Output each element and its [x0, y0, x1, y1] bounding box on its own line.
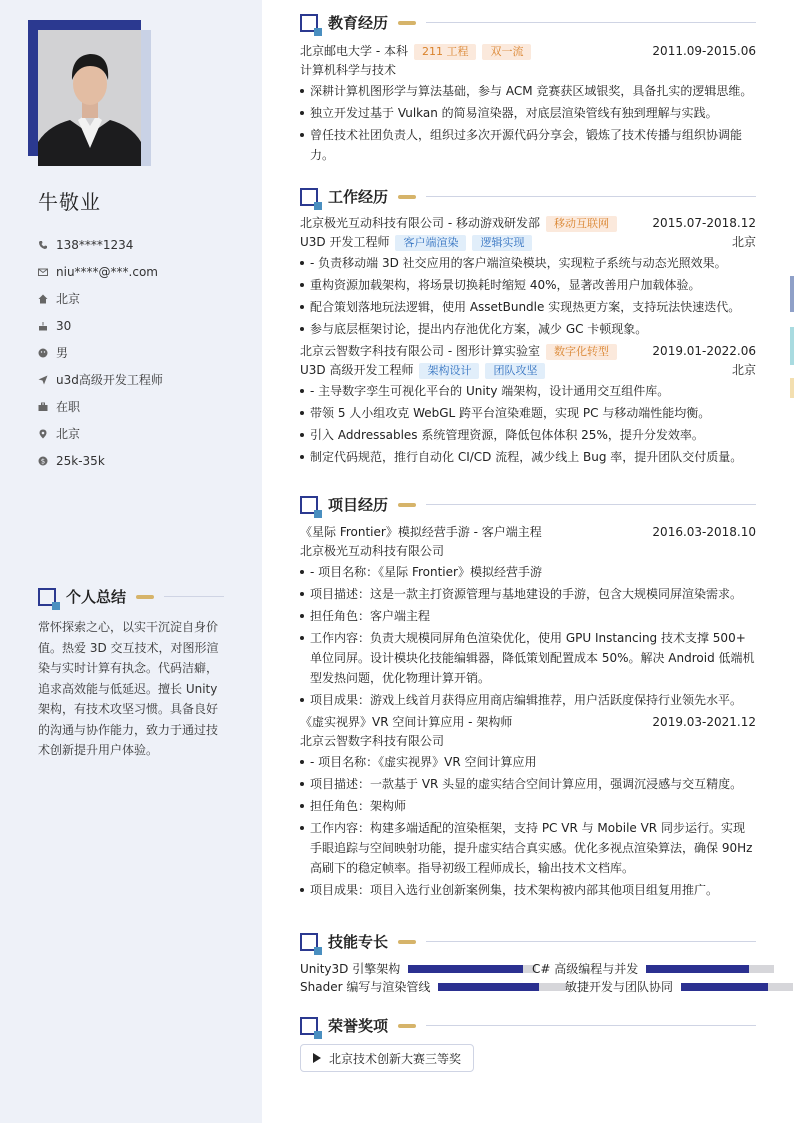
work-header: [300, 186, 756, 207]
list-item: 项目成果：游戏上线首月获得应用商店编辑推荐，用户活跃度保持行业领先水平。: [300, 690, 756, 710]
skill-label: 敏捷开发与团队协同: [565, 980, 674, 994]
projects-header: [300, 494, 756, 515]
city-row: [38, 420, 163, 447]
skill-label: Unity3D 引擎架构: [300, 962, 401, 976]
list-item: 深耕计算机图形学与算法基础，参与 ACM 竞赛获区域银奖，具备扎实的逻辑思维。: [300, 81, 756, 101]
list-item: 带领 5 人小组攻克 WebGL 跨平台渲染难题，实现 PC 与移动端性能均衡。: [300, 403, 756, 423]
summary-text: 常怀探索之心，以实干沉淀自身价值。热爱 3D 交互技术，对图形渲染与实时计算有执念。代码洁癖，追求高效能与低延迟。擅长 Unity 架构，有技术攻坚习惯。具备良好的沟通与协作能力，致力于通过技术创新提升用户体验。: [38, 620, 219, 757]
email-icon: [38, 267, 48, 277]
briefcase-icon: [38, 402, 48, 412]
age-row: [38, 312, 163, 339]
job-role-row: [300, 232, 756, 251]
list-item: 担任角色：客户端主程: [300, 606, 756, 626]
skill-bar: [438, 983, 566, 991]
age-text: 30: [56, 318, 72, 333]
job-company-row: [300, 213, 756, 232]
awards-header: [300, 1015, 756, 1036]
divider: [164, 596, 224, 597]
company-name: 北京极光互动科技有限公司 - 移动游戏研发部: [300, 215, 540, 230]
hometown-row: [38, 285, 163, 312]
gold-pill: [398, 21, 416, 25]
major: 计算机科学与技术: [300, 63, 397, 77]
list-item: 配合策划落地玩法逻辑，使用 AssetBundle 实现热更方案，支持玩法快速迭代。: [300, 297, 756, 317]
role-tag: 架构设计: [419, 363, 479, 379]
award-item[interactable]: [300, 1044, 474, 1072]
section-square-icon: [300, 933, 318, 951]
project-row: [300, 712, 756, 731]
home-icon: [38, 294, 48, 304]
education-header: [300, 12, 756, 33]
phone-row: [38, 231, 163, 258]
list-item: 参与底层框架讨论，提出内存池优化方案，减少 GC 卡顿现象。: [300, 319, 756, 339]
gender-row: [38, 339, 163, 366]
list-item: 独立开发过基于 Vulkan 的简易渲染器，对底层渲染管线有独到理解与实践。: [300, 103, 756, 123]
skill-label: C# 高级编程与并发: [532, 962, 639, 976]
phone-icon: [38, 240, 48, 250]
money-icon: [38, 456, 48, 466]
summary-header: [38, 586, 224, 607]
skill-fill: [438, 983, 539, 991]
salary-text: 25k-35k: [56, 453, 105, 468]
skill-bar: [646, 965, 774, 973]
section-square-icon: [300, 14, 318, 32]
list-item: 引入 Addressables 系统管理资源，降低包体体积 25%，提升分发效率。: [300, 425, 756, 445]
company-tag: 数字化转型: [546, 344, 617, 360]
job-location: 北京: [731, 235, 756, 249]
email-row: [38, 258, 163, 285]
edge-mark: [790, 378, 794, 398]
user-icon: [38, 348, 48, 358]
project-period: 2016.03-2018.10: [652, 524, 756, 539]
skills-header: [300, 931, 756, 952]
divider: [426, 22, 756, 23]
list-item: - 负责移动端 3D 社交应用的客户端渲染模块，实现粒子系统与动态光照效果。: [300, 253, 756, 273]
city-text: 北京: [56, 427, 81, 441]
role-tag: 团队攻坚: [485, 363, 545, 379]
section-square-icon: [300, 496, 318, 514]
list-item: 工作内容：构建多端适配的渲染框架，支持 PC VR 与 Mobile VR 同步运行。实现手眼追踪与空间映射功能，提升虚实结合真实感。优化多视点渲染算法，确保 90Hz 高刷下的稳定帧率。指导初级工程师成长，输出技术文档库。: [300, 818, 756, 878]
email-text: niu****@***.com: [56, 264, 158, 279]
company-tag: 移动互联网: [546, 216, 617, 232]
skill-label: Shader 编写与渲染管线: [300, 980, 431, 994]
job-role: U3D 高级开发工程师: [300, 362, 414, 377]
list-item: 重构资源加载架构，将场景切换耗时缩短 40%，显著改善用户加载体验。: [300, 275, 756, 295]
awards-title: 荣誉奖项: [328, 1017, 389, 1035]
education-row: [300, 41, 756, 60]
list-item: 项目描述：这是一款主打资源管理与基地建设的手游，包含大规模同屏渲染需求。: [300, 584, 756, 604]
project-period: 2019.03-2021.12: [652, 714, 756, 729]
skill-item: [300, 978, 566, 995]
target-job-row: [38, 366, 163, 393]
hometown-text: 北京: [56, 292, 81, 306]
list-item: 项目描述：一款基于 VR 头显的虚实结合空间计算应用，强调沉浸感与交互精度。: [300, 774, 756, 794]
role-tag: 客户端渲染: [395, 235, 466, 251]
school-name: 北京邮电大学 - 本科: [300, 43, 408, 58]
project-name: 《虚实视界》VR 空间计算应用 - 架构师: [300, 715, 513, 729]
sidebar: [0, 0, 262, 1123]
gold-pill: [136, 595, 154, 599]
list-item: - 主导数字孪生可视化平台的 Unity 端架构，设计通用交互组件库。: [300, 381, 756, 401]
divider: [426, 1025, 756, 1026]
edu-tag: 双一流: [482, 44, 531, 60]
skill-bar: [681, 983, 793, 991]
job-company-row: [300, 341, 756, 360]
job-role: U3D 开发工程师: [300, 234, 390, 249]
job-period: 2015.07-2018.12: [652, 215, 756, 230]
work-section: [300, 213, 756, 469]
list-item: - 项目名称：《星际 Frontier》模拟经营手游: [300, 562, 756, 582]
list-item: 项目成果：项目入选行业创新案例集，技术架构被内部其他项目组复用推广。: [300, 880, 756, 900]
edge-mark: [790, 276, 794, 312]
summary-title: 个人总结: [66, 588, 127, 606]
gold-pill: [398, 1024, 416, 1028]
skill-item: [565, 978, 793, 995]
send-icon: [38, 375, 48, 385]
list-item: 制定代码规范，推行自动化 CI/CD 流程，减少线上 Bug 率，提升团队交付质量。: [300, 447, 756, 467]
list-item: 曾任技术社团负责人，组织过多次开源代码分享会，锻炼了技术传播与组织协调能力。: [300, 125, 756, 165]
projects-section: [300, 522, 756, 902]
role-tag: 逻辑实现: [472, 235, 532, 251]
status-text: 在职: [56, 400, 81, 414]
edu-tag: 211 工程: [414, 44, 477, 60]
gender-text: 男: [56, 346, 69, 360]
gold-pill: [398, 503, 416, 507]
gold-pill: [398, 195, 416, 199]
list-item: - 项目名称：《虚实视界》VR 空间计算应用: [300, 752, 756, 772]
skill-fill: [646, 965, 748, 973]
section-square-icon: [38, 588, 56, 606]
skill-fill: [408, 965, 523, 973]
projects-title: 项目经历: [328, 496, 389, 514]
education-period: 2011.09-2015.06: [652, 43, 756, 58]
project-name: 《星际 Frontier》模拟经营手游 - 客户端主程: [300, 525, 542, 539]
education-title: 教育经历: [328, 14, 389, 32]
salary-row: [38, 447, 163, 474]
company-name: 北京云智数字科技有限公司 - 图形计算实验室: [300, 343, 540, 358]
phone-text: 138****1234: [56, 237, 134, 252]
status-row: [38, 393, 163, 420]
divider: [426, 941, 756, 942]
project-company: 北京云智数字科技有限公司: [300, 734, 445, 748]
award-label: 北京技术创新大赛三等奖: [329, 1051, 462, 1066]
cake-icon: [38, 321, 48, 331]
location-pin-icon: [38, 429, 48, 439]
project-company: 北京极光互动科技有限公司: [300, 544, 445, 558]
section-square-icon: [300, 1017, 318, 1035]
skills-title: 技能专长: [328, 933, 389, 951]
work-title: 工作经历: [328, 188, 389, 206]
gold-pill: [398, 940, 416, 944]
education-section: [300, 41, 756, 167]
divider: [426, 196, 756, 197]
divider: [426, 504, 756, 505]
list-item: 担任角色：架构师: [300, 796, 756, 816]
list-item: 工作内容：负责大规模同屏角色渲染优化，使用 GPU Instancing 技术支撑 500+ 单位同屏。设计模块化技能编辑器，降低策划配置成本 50%。解决 Android 低端机型发热问题，优化物理计算开销。: [300, 628, 756, 688]
job-role-row: [300, 360, 756, 379]
skill-item: [532, 960, 774, 977]
svg-text:$: $: [40, 457, 46, 465]
play-triangle-icon: [313, 1053, 321, 1063]
section-square-icon: [300, 188, 318, 206]
contact-info: [38, 231, 163, 474]
job-location: 北京: [731, 363, 756, 377]
avatar: [38, 30, 141, 166]
candidate-name: 牛敬业: [38, 190, 101, 214]
skill-item: [300, 960, 536, 977]
target-job-text: u3d高级开发工程师: [56, 373, 163, 387]
project-row: [300, 522, 756, 541]
edge-mark: [790, 327, 794, 365]
skill-bar: [408, 965, 536, 973]
job-period: 2019.01-2022.06: [652, 343, 756, 358]
skill-fill: [681, 983, 768, 991]
